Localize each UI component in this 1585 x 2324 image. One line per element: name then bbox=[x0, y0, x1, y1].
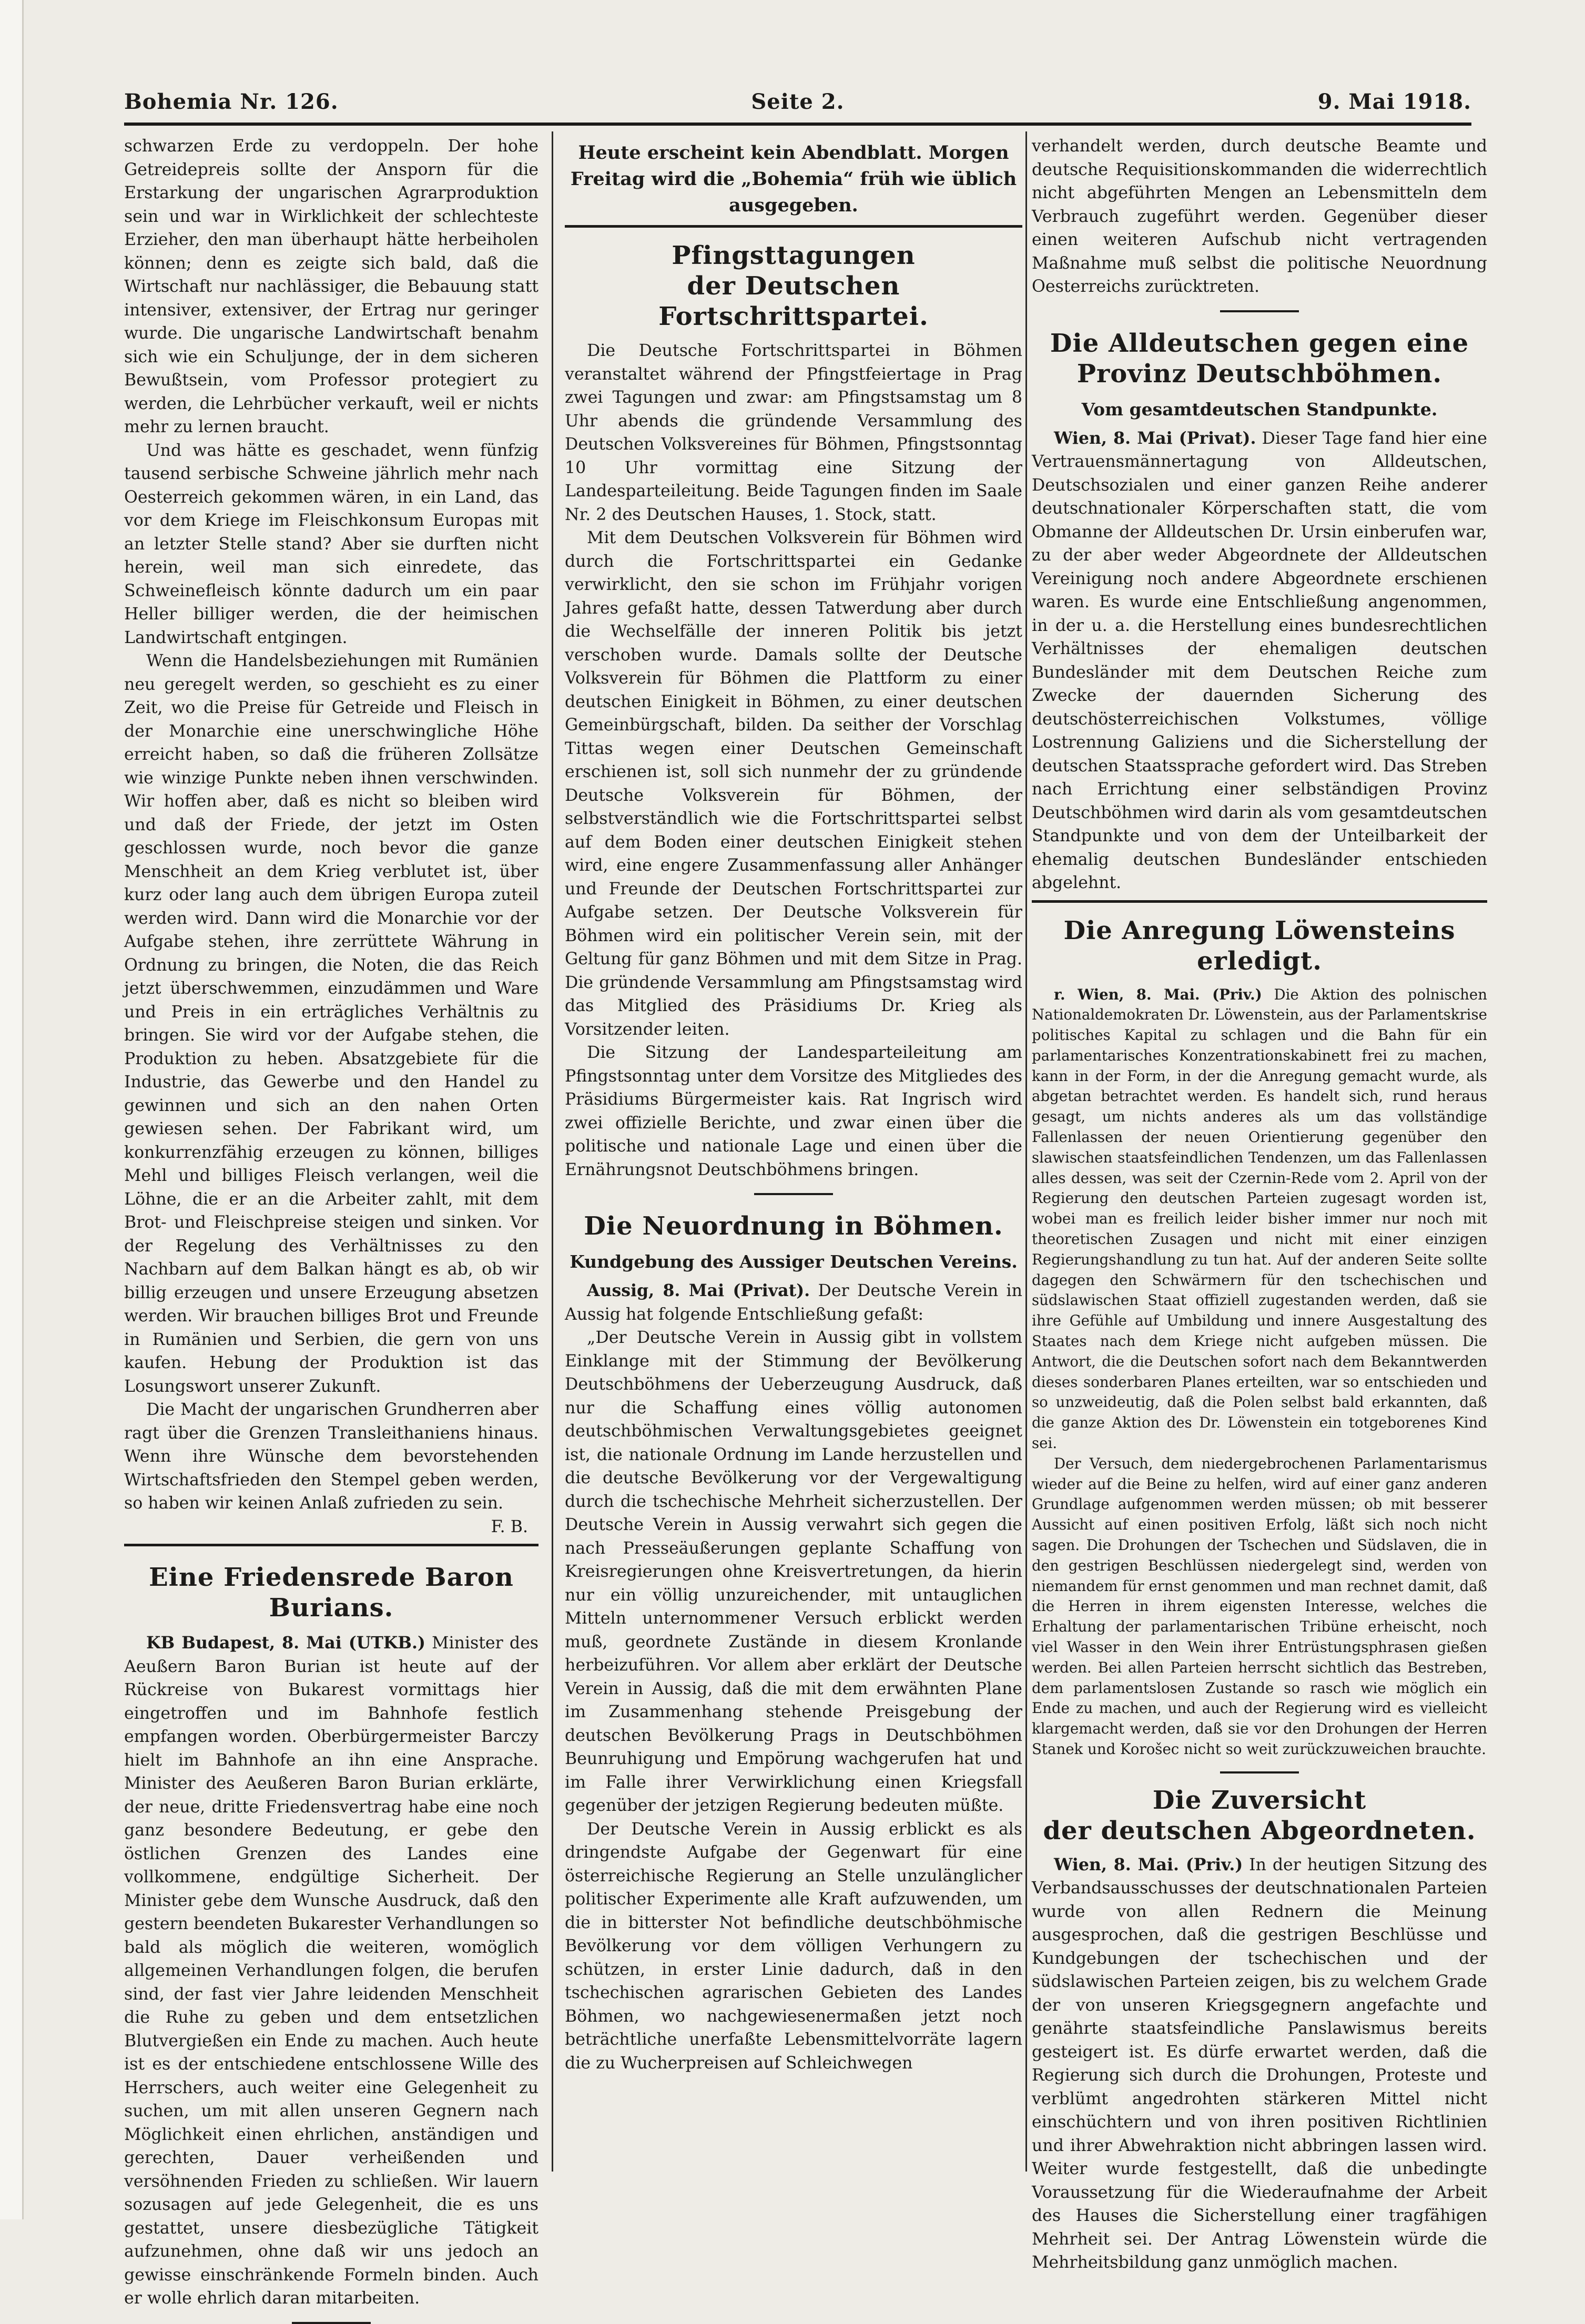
header-rule bbox=[124, 123, 1471, 126]
headline-fortschrittspartei: der Deutschen Fortschrittspartei. bbox=[658, 271, 929, 331]
subhead-gesamtdeutsch: Vom gesamtdeutschen Standpunkte. bbox=[1081, 399, 1438, 420]
dateline-wien-zuv: Wien, 8. Mai. (Priv.) bbox=[1054, 1854, 1243, 1874]
page-header bbox=[124, 89, 1471, 123]
article-neuordnung-p3: Der Deutsche Verein in Aussig erblickt es als dringendste Aufgabe der Gegenwart für eine österreichische Regierung an Stelle unzulänglicher politischer Experimente alle Kraft aufzuwenden, um die in bitterster Not befindliche deutschböhmische Bevölkerung vor dem völligen Verhungern zu schützen, in erster Linie dadurch, daß in den tschechischen agrarischen Gebieten des Landes Böhmen, wo nachgewiesenermaßen jetzt noch beträchtliche unerfaßte Lebensmittelvorräte lagern die zu Wucherpreisen auf Schleichwegen bbox=[565, 1819, 1022, 2073]
article-loewenstein-p2: Der Versuch, dem niedergebrochenen Parlamentarismus wieder auf die Beine zu helfen, wird auf einer ganz anderen Grundlage aufgenommen werden müssen; ob mit besserer Aussicht auf einen positiven Erfolg, läßt sich noch nicht sagen. Die Drohungen der Tschechen und Südslaven, die in den gestrigen Beschlüssen niedergelegt sind, werden von niemandem für ernst genommen und man rechnet damit, daß die Herren in ihrem eigensten Interesse, welches die Erhaltung der parlamentarischen Tribüne erheischt, noch viel Wasser in den Wein ihrer Entrüstungsphrasen gießen werden. Bei allen Parteien herrscht sichtlich das Bestreben, dem parlamentslosen Zustande so rasch wie möglich ein Ende zu machen, und auch der Regierung wird es vielleicht klargemacht werden, daß sie vor den Drohungen der Herren Stanek und Korošec nicht so weit zurückzuweichen brauchte. bbox=[1032, 1454, 1487, 1758]
headline-pfingsttagungen: Pfingsttagungen bbox=[672, 241, 916, 270]
article-grain-continued-p1: schwarzen Erde zu verdoppeln. Der hohe Getreidepreis sollte der Ansporn für die Erstarkung der ungarischen Agrarproduktion sein und war in Wirklichkeit der schlechteste Erzieher, den man überhaupt hätte herbeiholen können; denn es zeigte sich bald, daß die Wirtschaft nur nachlässiger, die Bebauung statt intensiver, extensiver, der Ertrag nur geringer wurde. Die ungarische Landwirtschaft benahm sich wie ein Schuljunge, der in dem sicheren Bewußtsein, vom Professor protegiert zu werden, die Lehrbücher verkauft, weil er nichts mehr zu lernen braucht. bbox=[124, 137, 539, 436]
article-grain-continued-p3: Wenn die Handelsbeziehungen mit Rumänien neu geregelt werden, so geschieht es zu einer Zeit, wo die Preise für Getreide und Fleisch in der Monarchie eine unerschwingliche Höhe erreicht haben, so daß die früheren Zollsätze wie winzige Punkte neben ihnen verschwinden. Wir hoffen aber, daß es nicht so bleiben wird und daß der Friede, der jetzt im Osten geschlossen wurde, noch bevor die ganze Menschheit an dem Krieg verblutet ist, über kurz oder lang auch dem übrigen Europa zuteil werden wird. Dann wird die Monarchie vor der Aufgabe stehen, ihre zerrüttete Währung in Ordnung zu bringen, die Noten, die das Reich jetzt überschwemmen, einzudämmen und Ware und Preis in ein erträgliches Verhältnis zu bringen. Sie wird vor der Aufgabe stehen, die Produktion zu heben. Absatzgebiete für die Industrie, das Gewerbe und den Handel zu gewinnen und sich an den nahen Orten gewiesen sehen. Der Fabrikant wird, um konkurrenzfähig erzeugen zu können, billiges Mehl und billiges Fleisch verlangen, weil die Löhne, die er an die Arbeiter zahlt, mit dem Brot- und Fleischpreise steigen und sinken. Vor der Regelung des Verhältnisses zu den Nachbarn auf dem Balkan hängt es ab, ob wir billig erzeugen und unsere Erzeugung absetzen werden. Wir brauchen billiges Brot und Freunde in Rumänien und Serbien, die gern von uns kaufen. Hebung der Produktion ist das Losungswort unserer Zukunft. bbox=[124, 651, 539, 1396]
column-divider-1 bbox=[552, 131, 553, 2172]
article-pfingst-p1: Die Deutsche Fortschrittspartei in Böhmen veranstaltet während der Pfingstfeiertage in Prag zwei Tagungen und zwar: am Pfingstsamstag um 8 Uhr abends die gründende Versammlung des Deutschen Volksvereines für Böhmen, Pfingstsonntag 10 Uhr vormittag eine Sitzung der Landesparteileitung. Beide Tagungen finden im Saale Nr. 2 des Deutschen Hauses, 1. Stock, statt. bbox=[565, 341, 1022, 524]
headline-loewenstein: Die Anregung Löwensteins erledigt. bbox=[1063, 915, 1456, 976]
headline-abgeordneten: der deutschen Abgeordneten. bbox=[1043, 1816, 1476, 1846]
section-rule bbox=[565, 225, 1022, 228]
column-divider-2 bbox=[1025, 131, 1027, 2172]
subhead-aussig: Kundgebung des Aussiger Deutschen Vereins. bbox=[570, 1251, 1018, 1272]
dateline-wien-loew: r. Wien, 8. Mai. (Priv.) bbox=[1054, 985, 1262, 1003]
section-rule-short bbox=[754, 1193, 833, 1195]
article-burian-body: Minister des Aeußern Baron Burian ist heute auf der Rückreise von Bukarest vormittags hier eingetroffen und im Bahnhofe festlich empfangen worden. Oberbürgermeister Barczy hielt im Bahnhofe an ihn eine Ansprache. Minister des Aeußeren Baron Burian erklärte, der neue, dritte Friedensvertrag habe eine noch ganz besondere Bedeutung, er gebe den östlichen Grenzen des Landes eine vollkommene, endgültige Sicherheit. Der Minister gebe dem Wunsche Ausdruck, daß den gestern beendeten Bukarester Verhandlungen so bald als möglich die weiteren, womöglich allgemeinen Verhandlungen folgen, die berufen sind, der fast vier Jahre leidenden Menschheit die Ruhe zu geben und dem entsetzlichen Blutvergießen ein Ende zu machen. Auch heute ist es der entschiedene entschlossene Wille des Herrschers, auch weiter eine Gelegenheit zu suchen, um mit allen unseren Gegnern nach Möglichkeit einen ehrlichen, anständigen und gerechten, Dauer verheißenden und versöhnenden Frieden zu schließen. Wir lauern sozusagen auf jede Gelegenheit, die es uns gestattet, unsere diesbezügliche Tätigkeit aufzunehmen, ohne daß wir uns jedoch an gewisse einschränkende Formeln binden. Auch er wolle ehrlich daran mitarbeiten. bbox=[124, 1634, 539, 2308]
notice-no-evening-edition: Heute erscheint kein Abendblatt. Morgen Freitag wird die „Bohemia“ früh wie üblich ausgegeben. bbox=[570, 142, 1017, 216]
dateline-wien-alld: Wien, 8. Mai (Privat). bbox=[1054, 428, 1256, 448]
section-rule-short bbox=[1220, 1771, 1299, 1773]
column-2 bbox=[565, 135, 1022, 2169]
article-neuordnung-p2: „Der Deutsche Verein in Aussig gibt in vollstem Einklange mit der Stimmung der Bevölkerung Deutschböhmens der Ueberzeugung Ausdruck, daß nur die Schaffung eines völlig autonomen deutschböhmischen Verwaltungsgebietes geeignet ist, die nationale Ordnung im Lande herzustellen und die deutsche Bevölkerung vor der Vergewaltigung durch die tschechische Mehrheit sicherzustellen. Der Deutsche Verein in Aussig verwahrt sich gegen die nach Presseäußerungen geplante Schaffung von Kreisregierungen ohne Kreisvertretungen, da hierin nur ein völlig unzureichender, mit untauglichen Mitteln unternommener Versuch erblickt werden muß, geordnete Zustände in diesem Kronlande herbeizuführen. Vor allem aber erklärt der Deutsche Verein in Aussig, daß die mit dem erwähnten Plane im Zusammenhang stehende Preisgebung der deutschen Bevölkerung Prags in Deutschböhmen Beunruhigung und Empörung wachgerufen hat und im Falle ihrer Verwirklichung einen Kriegsfall gegenüber der jetzigen Regierung bedeuten müßte. bbox=[565, 1328, 1022, 1815]
section-rule bbox=[1032, 900, 1487, 903]
column-1 bbox=[124, 135, 539, 2308]
article-loewenstein-p1: Die Aktion des polnischen Nationaldemokraten Dr. Löwenstein, aus der Parlamentskrise politisches Kapital zu schlagen und die Bahn für ein parlamentarisches Konzentrationskabinett frei zu machen, kann in der Form, in der die Anregung gemacht wurde, als abgetan betrachtet werden. Es handelt sich, rund heraus gesagt, um nichts anderes als um das vollständige Fallenlassen der neuen Orientierung gegenüber den slawischen staatsfeindlichen Tendenzen, um das Fallenlassen alles dessen, was seit der Czernin-Rede vom 2. April von der Regierung den deutschen Parteien zugesagt worden ist, wobei man es freilich leider bisher immer nur noch mit theoretischen Zusagen und nicht mit einer einzigen Regierungshandlung zu tun hat. Auf der anderen Seite sollte dagegen den Schwärmern für den tschechischen und südslawischen Staat offiziell zugestanden werden, daß sie ihre Gefühle auf Umbildung und innere Ausgestaltung des Staates nach dem Kriege nicht aufgeben müssen. Die Antwort, die die Deutschen sofort nach dem Bekanntwerden dieses sonderbaren Planes erteilten, war so entschieden und so unzweideutig, daß die Polen selbst bald erkannten, daß die ganze Aktion des Dr. Löwenstein ein totgeborenes Kind sei. bbox=[1032, 985, 1487, 1452]
header-date: 9. Mai 1918. bbox=[1317, 89, 1471, 114]
page-edge bbox=[0, 0, 24, 2219]
section-rule-short bbox=[1220, 310, 1299, 312]
article-zuversicht-body: In der heutigen Sitzung des Verbandsausschusses der deutschnationalen Parteien wurde von allen Rednern die Meinung ausgesprochen, daß die gestrigen Beschlüsse und Kundgebungen der tschechischen und der südslawischen Parteien zeigen, bis zu welchem Grade der von unseren Kriegsgegnern angefachte und genährte staatsfeindliche Panslawismus bereits gesteigert ist. Es dürfe erwartet werden, daß die Regierung sich durch die Drohungen, Proteste und verblümt angedrohten stärkeren Mittel nicht einschüchtern und von ihren positiven Richtlinien und ihrer Abwehraktion nicht abbringen lassen wird. Weiter wurde festgestellt, daß die unbedingte Voraussetzung für die Wiederaufnahme der Arbeit des Hauses die Sicherstellung einer tragfähigen Mehrheit sei. Der Antrag Löwenstein würde die Mehrheitsbildung ganz unmöglich machen. bbox=[1032, 1855, 1487, 2272]
dateline-aussig: Aussig, 8. Mai (Privat). bbox=[587, 1281, 810, 1300]
headline-alldeutschen: Die Alldeutschen gegen eine Provinz Deutschböhmen. bbox=[1050, 328, 1469, 389]
article-alldeutschen-body: Dieser Tage fand hier eine Vertrauensmännertagung von Alldeutschen, Deutschsozialen und einer ganzen Reihe anderer deutschnationaler Körperschaften statt, die vom Obmanne der Alldeutschen Dr. Ursin einberufen war, zu der aber weder Abgeordnete der Alldeutschen Vereinigung noch andere Abgeordnete erschienen waren. Es wurde eine Entschließung angenommen, in der u. a. die Herstellung eines bundesrechtlichen Verhältnisses der ehemaligen deutschen Bundesländer mit dem Deutschen Reiche zum Zwecke der dauernden Sicherung des deutschösterreichischen Volkstumes, völlige Lostrennung Galiziens und die Sicherstellung der deutschen Staatssprache gefordert wird. Das Streben nach Errichtung einer selbständigen Provinz Deutschböhmen wird darin als vom gesamtdeutschen Standpunkte und von dem der Unteilbarkeit der ehemalig deutschen Bundesländer entschieden abgelehnt. bbox=[1032, 429, 1487, 892]
article-grain-continued-p4: Die Macht der ungarischen Grundherren aber ragt über die Grenzen Transleithaniens hinaus. Wenn ihre Wünsche dem bevorstehenden Wirtschaftsfrieden den Stempel geben werden, so haben wir keinen Anlaß zufrieden zu sein. bbox=[124, 1400, 539, 1513]
dateline-burian: KB Budapest, 8. Mai (UTKB.) bbox=[146, 1633, 425, 1653]
headline-burian: Eine Friedensrede Baron Burians. bbox=[149, 1563, 514, 1623]
article-neuordnung-continued: verhandelt werden, durch deutsche Beamte und deutsche Requisitionskommanden die widerrechtlich nicht abgeführten Mengen an Lebensmitteln dem Verbrauch zugeführt werden. Gegenüber dieser einen weiteren Aufschub nicht vertragenden Maßnahme muß selbst die politische Neuordnung Oesterreichs zurücktreten. bbox=[1032, 137, 1487, 296]
column-3 bbox=[1032, 135, 1487, 2272]
section-rule bbox=[124, 1544, 539, 1546]
end-rule bbox=[292, 2322, 371, 2324]
header-page-number: Seite 2. bbox=[751, 89, 845, 114]
article-pfingst-p3: Die Sitzung der Landesparteileitung am Pfingstsonntag unter dem Vorsitze des Mitgliedes des Präsidiums Bürgermeister kais. Rat Ingrisch wird zwei offizielle Berichte, und zwar einen über die politische und nationale Lage und einen über die Ernährungsnot Deutschböhmens bringen. bbox=[565, 1043, 1022, 1179]
header-issue: Bohemia Nr. 126. bbox=[124, 89, 339, 114]
headline-neuordnung: Die Neuordnung in Böhmen. bbox=[584, 1211, 1003, 1241]
headline-zuversicht: Die Zuversicht bbox=[1152, 1785, 1367, 1815]
article-signature: F. B. bbox=[491, 1517, 528, 1536]
article-neuordnung-p1: Der Deutsche Verein in Aussig hat folgende Entschließung gefaßt: bbox=[565, 1281, 1023, 1324]
article-pfingst-p2: Mit dem Deutschen Volksverein für Böhmen wird durch die Fortschrittspartei ein Gedanke verwirklicht, den sie schon im Frühjahr vorigen Jahres gefaßt hatte, dessen Tatwerdung aber durch die Wechselfälle der inneren Politik bis jetzt verschoben wurde. Damals sollte der Deutsche Volksverein für Böhmen die Plattform zu einer deutschen Einigkeit in Böhmen, zu einer deutschen Gemeinbürgschaft, bilden. Da seither der Vorschlag Tittas wegen einer Deutschen Gemeinschaft erschienen ist, soll sich nunmehr der zu gründende Deutsche Volksverein für Böhmen, der selbstverständlich wie die Fortschrittspartei selbst auf dem Boden einer deutschen Einigkeit stehen wird, eine engere Zusammenfassung aller Anhänger und Freunde der Deutschen Fortschrittspartei zur Aufgabe setzen. Der Deutsche Volksverein für Böhmen wird ein politischer Verein sein, mit der Geltung für ganz Böhmen und mit dem Sitze in Prag. Die gründende Versammlung am Pfingstsamstag wird das Mitglied des Präsidiums Dr. Krieg als Vorsitzender leiten. bbox=[565, 528, 1022, 1039]
article-grain-continued-p2: Und was hätte es geschadet, wenn fünfzig tausend serbische Schweine jährlich mehr nach Oesterreich gekommen wären, in ein Land, das vor dem Kriege im Fleischkonsum Europas mit an letzter Stelle stand? Aber sie durften nicht herein, weil man sich einredete, das Schweinefleisch könnte dadurch um ein paar Heller billiger werden, die der heimischen Landwirtschaft entgingen. bbox=[124, 441, 539, 647]
